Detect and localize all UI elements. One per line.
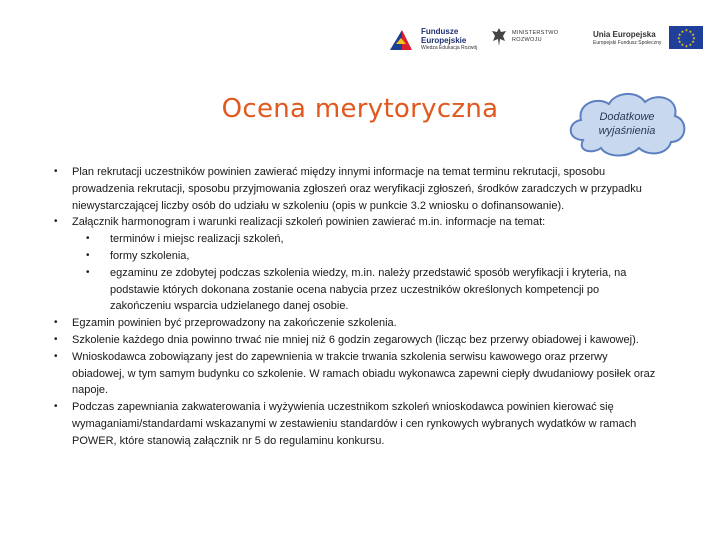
list-item-zakwaterowanie: • Podczas zapewniania zakwaterowania i wyżywienia uczestnikom szkoleń wnioskodawca powinien kierować się wymaganiami/standardami wskazanymi w zestawieniu standardów i cen rynkowych wybranych wydatków w ramach POWER, które stanowią załącznik nr 5 do regulaminu konkursu. [54,399,658,449]
additional-info-cloud[interactable] [563,88,691,160]
fe-sub: Wiedza Edukacja Rozwój [421,45,478,51]
svg-text:★: ★ [692,35,697,41]
ministry-logo [490,26,558,48]
sub-list-item-egzamin: • egzaminu ze zdobytej podczas szkolenia wiedzy, m.in. należy przedstawić sposób weryfikacji i kryteria, na podstawie których dokonana zostanie ocena nabycia przez uczestników określonych kompetencji po zakończeniu wsparcia udzielanego danej osobie. [54,265,658,315]
list-item-plan-rekrutacji: • Plan rekrutacji uczestników powinien zawierać między innymi informacje na temat terminu rekrutacji, sposobu prowadzenia rekrutacji, sposobu przyjmowania zgłoszeń oraz weryfikacji zgłoszeń, środków zaradczych w przypadku niewystarczającej liczby osób do udziału w szkoleniu (opis w punkcie 3.2 wniosku o dofinansowanie). [54,164,658,214]
eagle-icon [490,26,508,48]
ue-line1: Unia Europejska [593,29,656,39]
fe-line1: Fundusze [421,27,459,36]
ministry-line1: MINISTERSTWO [512,30,559,36]
svg-text:★: ★ [680,28,685,34]
ministry-line2: ROZWOJU [512,37,542,43]
svg-text:★: ★ [688,28,693,34]
svg-text:★: ★ [678,39,682,45]
sub-list-item-terminy: • terminów i miejsc realizacji szkoleń, [54,231,658,248]
svg-text:★: ★ [691,39,696,45]
cloud-line2: wyjaśnienia [598,125,656,137]
content-list [54,164,658,450]
svg-text:★: ★ [684,43,689,49]
fe-star-icon [386,24,416,54]
page-title: Ocena merytoryczna [221,94,499,124]
svg-text:★: ★ [678,31,682,37]
cloud-line1: Dodatkowe [599,111,655,123]
list-item-serwis-kawowy: • Wnioskodawca zobowiązany jest do zapewnienia w trakcie trwania szkolenia serwisu kawowego oraz przerwy obiadowej, w tym samym budynku co szkolenie. W ramach obiadu wykonawca zapewni ciepły dwudaniowy posiłek oraz napoje. [54,349,658,399]
svg-text:★: ★ [684,27,689,33]
svg-text:★: ★ [691,31,696,37]
sub-list-item-formy: • formy szkolenia, [54,248,658,265]
list-item-czas-szkolenia: • Szkolenie każdego dnia powinno trwać nie mniej niż 6 godzin zegarowych (licząc bez przerwy obiadowej i kawowej). [54,332,658,349]
eu-flag-icon [669,26,703,49]
list-item-egzamin: • Egzamin powinien być przeprowadzony na zakończenie szkolenia. [54,315,658,332]
logo-bar [380,10,720,70]
fe-line2: Europejskie [421,36,467,45]
fundusze-europejskie-logo [386,24,477,54]
svg-text:★: ★ [688,42,693,47]
svg-text:★: ★ [680,42,685,47]
svg-text:★: ★ [677,35,681,41]
ue-sub: Europejski Fundusz Społeczny [593,39,662,46]
unia-europejska-logo [593,26,703,49]
list-item-zalacznik-harmonogram: • Załącznik harmonogram i warunki realizacji szkoleń powinien zawierać m.in. informacje na temat: [54,214,658,231]
